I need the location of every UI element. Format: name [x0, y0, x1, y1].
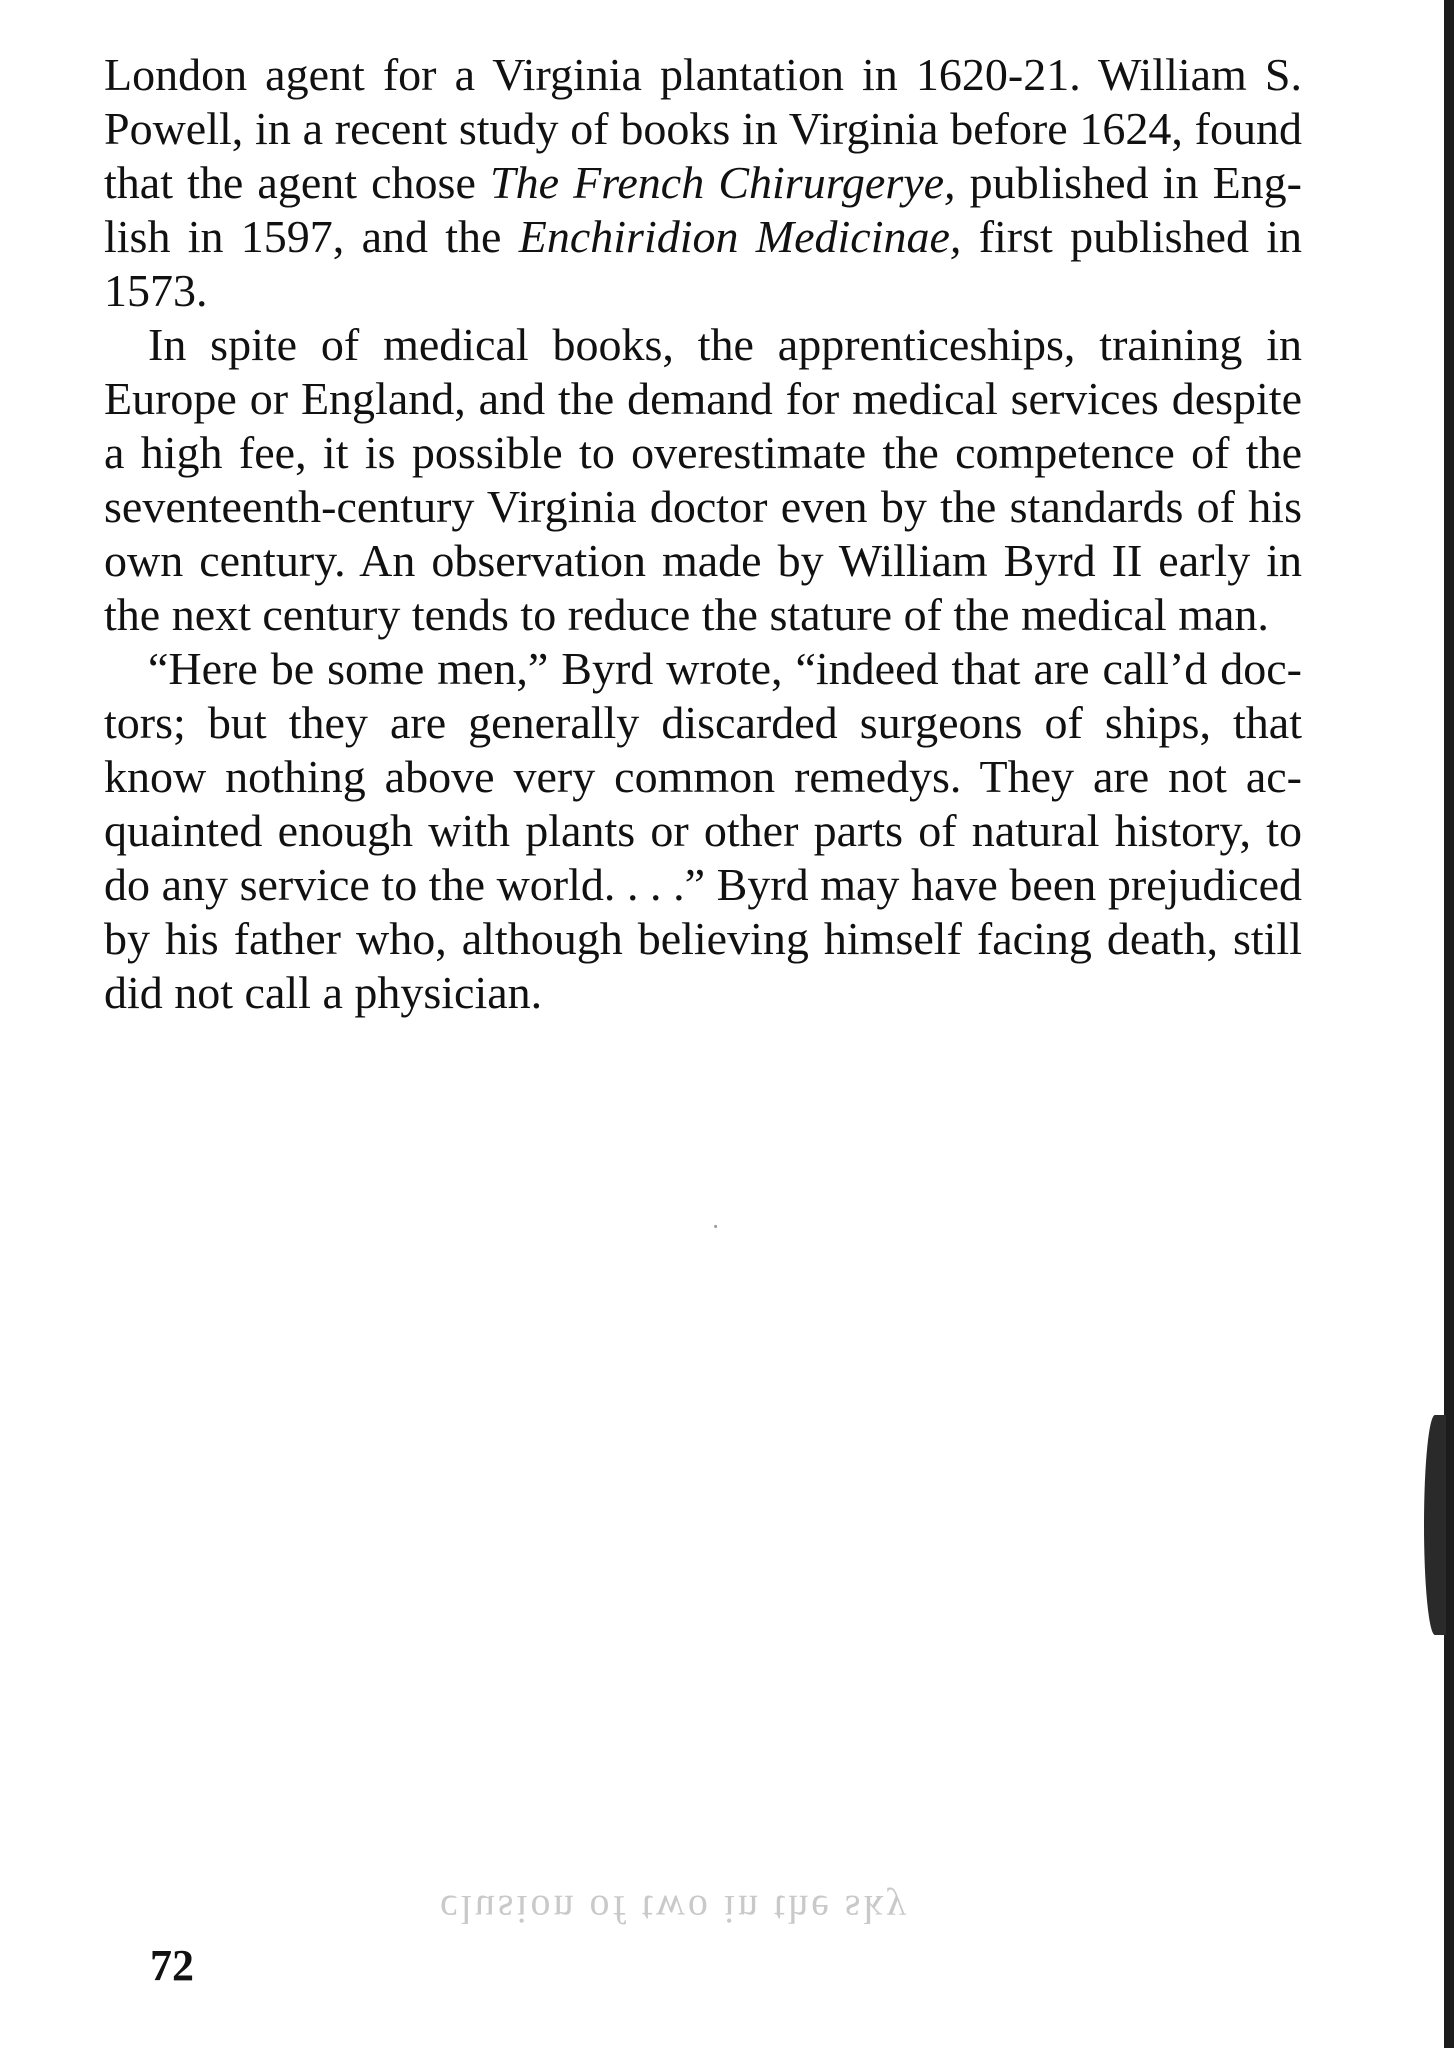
paragraph-3: “Here be some men,” Byrd wrote, “indeed that are call’d doctors; but they are generally discarded surgeons of ships, that know nothing above very common remedys. They are not acquainted enough with plants or other parts of natural history, to do any service to the world. . . .” Byrd may have been prejudiced by his father who, although believing himself facing death, still did not call a physician.: [104, 643, 1302, 1018]
body-text: [104, 48, 1302, 1020]
scan-edge: [1444, 0, 1454, 2048]
scan-shadow: [1424, 1415, 1446, 1635]
paragraph-1: London agent for a Virginia plantation in 1620-21. William S. Powell, in a recent study of books in Virginia before 1624, found that the agent chose The French Chirurgerye, published in English in 1597, and the Enchiridion Medicinae, first published in 1573.: [104, 49, 1303, 316]
book-title-enchiridion-medicinae: Enchiridion Medicinae,: [518, 211, 962, 262]
book-title-french-chirurgerye: The French Chirurgerye,: [489, 157, 956, 208]
scan-speck: ·: [712, 1212, 719, 1241]
page-number: 72: [150, 1941, 194, 1990]
bleed-through-text: clusion of two in the sky: [440, 1887, 910, 1932]
paragraph-2: In spite of medical books, the apprenticeships, training in Europe or England, and the demand for medical services despite a high fee, it is possible to overestimate the competence of the seventeenth-century Virginia doctor even by the standards of his own century. An observation made by William Byrd II early in the next century tends to reduce the stature of the medical man.: [104, 319, 1302, 640]
